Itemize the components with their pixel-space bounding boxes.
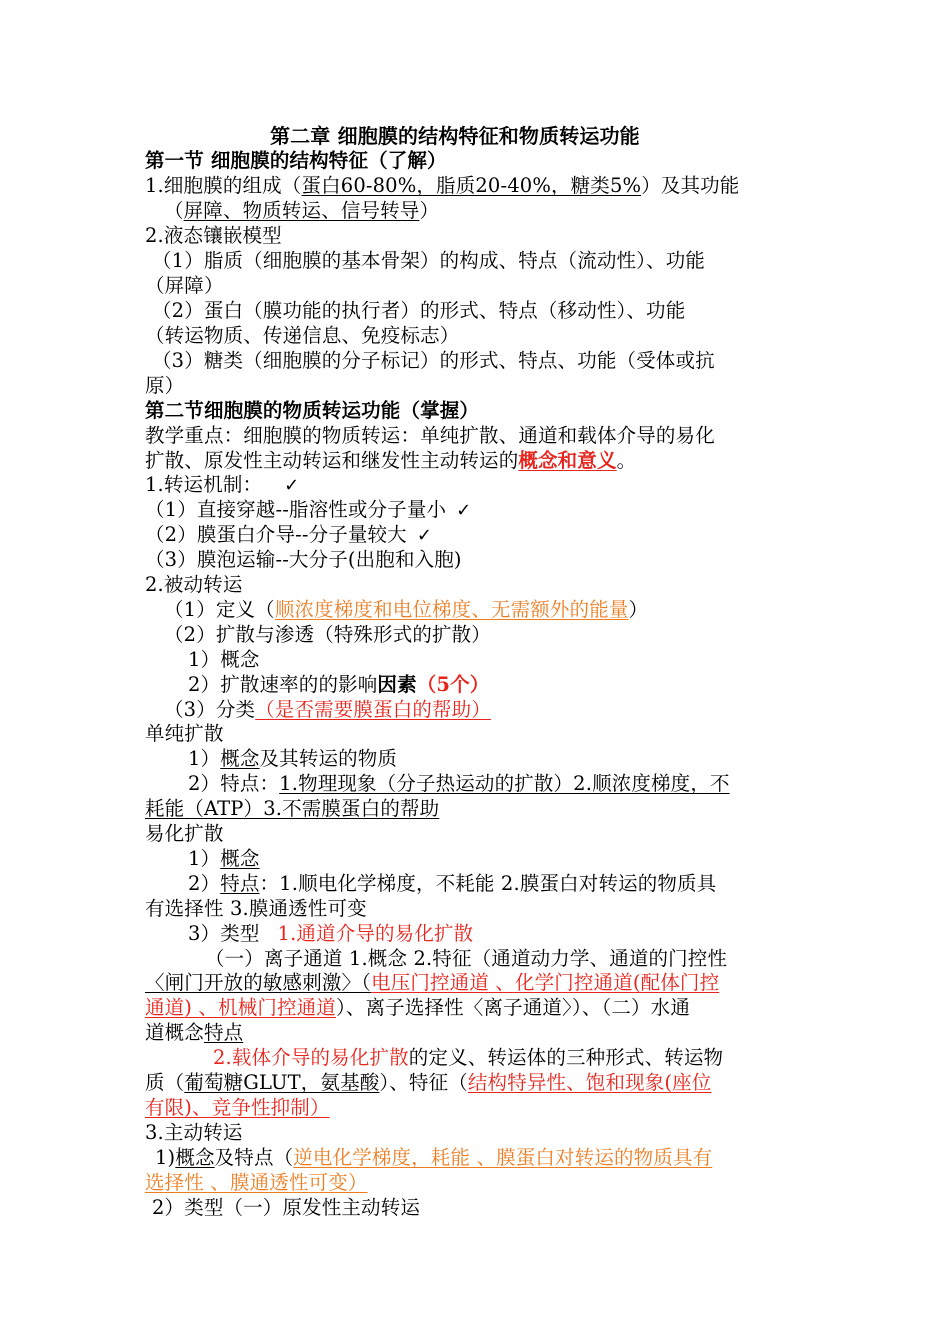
text-line: （转运物质、传递信息、免疫标志） <box>145 324 460 347</box>
text-line: 2.液态镶嵌模型 <box>145 224 282 247</box>
text-line: （1）脂质（细胞膜的基本骨架）的构成、特点（流动性）、功能 <box>152 249 706 272</box>
text-line: 2）特点：1.物理现象（分子热运动的扩散）2.顺浓度梯度，不 <box>188 772 730 795</box>
text-line: （3）分类（是否需要膜蛋白的帮助） <box>164 698 491 721</box>
section-2-heading: 第二节细胞膜的物质转运功能（掌握） <box>145 399 480 422</box>
text-line: 耗能（ATP）3.不需膜蛋白的帮助 <box>145 797 440 820</box>
text-line: （2）蛋白（膜功能的执行者）的形式、特点（移动性）、功能 <box>152 299 686 322</box>
text-line: 2）特点：1.顺电化学梯度，不耗能 2.膜蛋白对转运的物质具 <box>188 872 717 895</box>
text-line: （2）扩散与渗透（特殊形式的扩散） <box>164 623 491 646</box>
text-line: 2）类型（一）原发性主动转运 <box>152 1196 421 1219</box>
text-line: （3）糖类（细胞膜的分子标记）的形式、特点、功能（受体或抗 <box>152 349 715 372</box>
text-line: 2）扩散速率的的影响因素（5个） <box>188 673 490 696</box>
text-line: 1）概念及其转运的物质 <box>188 747 398 770</box>
text-line: 1)概念及特点（逆电化学梯度，耗能 、膜蛋白对转运的物质具有 <box>155 1146 713 1169</box>
text-line: 1.转运机制： ✓ <box>145 473 300 496</box>
text-line: （2）膜蛋白介导--分子量较大 ✓ <box>145 523 433 546</box>
text-line: 选择性 、膜通透性可变） <box>145 1171 368 1194</box>
text-line: 原） <box>145 374 185 397</box>
text-line: （屏障、物质转运、信号转导） <box>164 199 440 222</box>
check-icon: ✓ <box>456 500 472 521</box>
text-line: 有选择性 3.膜通透性可变 <box>145 897 367 920</box>
text-line: 单纯扩散 <box>145 722 224 745</box>
text-line: （屏障） <box>145 274 224 297</box>
text-line: 1）概念 <box>188 847 260 870</box>
text-line: 3）类型 1.通道介导的易化扩散 <box>188 922 474 945</box>
text-line: （3）膜泡运输--大分子(出胞和入胞) <box>145 548 462 571</box>
text-line: （1）定义（顺浓度梯度和电位梯度、无需额外的能量） <box>164 598 649 621</box>
check-icon: ✓ <box>416 525 433 546</box>
text-line: 3.主动转运 <box>145 1121 243 1144</box>
text-line: 有限)、竞争性抑制） <box>145 1096 330 1119</box>
text-line: 教学重点：细胞膜的物质转运：单纯扩散、通道和载体介导的易化 <box>145 424 715 447</box>
text-line: （1）直接穿越--脂溶性或分子量小 ✓ <box>145 498 472 521</box>
text-line: 通道) 、机械门控通道）、离子选择性〈离子通道〉）、（二）水通 <box>145 996 690 1019</box>
text-line: 扩散、原发性主动转运和继发性主动转运的概念和意义。 <box>145 449 637 472</box>
section-1-heading: 第一节 细胞膜的结构特征（了解） <box>145 149 447 172</box>
text-line: 易化扩散 <box>145 822 224 845</box>
text-line: 〈闸门开放的敏感刺激〉（电压门控通道 、化学门控通道(配体门控 <box>145 971 720 994</box>
check-icon: ✓ <box>284 475 300 496</box>
chapter-title: 第二章 细胞膜的结构特征和物质转运功能 <box>270 124 640 148</box>
text-line: 道概念特点 <box>145 1021 244 1044</box>
text-line: 2.被动转运 <box>145 573 243 596</box>
text-line: （一）离子通道 1.概念 2.特征（通道动力学、通道的门控性 <box>205 947 728 970</box>
text-line: 1.细胞膜的组成（蛋白60-80%，脂质20-40%，糖类5%）及其功能 <box>145 174 740 197</box>
text-line: 质（葡萄糖GLUT，氨基酸）、特征（结构特异性、饱和现象(座位 <box>145 1071 712 1094</box>
text-line: 2.载体介导的易化扩散的定义、转运体的三种形式、转运物 <box>213 1046 724 1069</box>
text-line: 1）概念 <box>188 648 260 671</box>
